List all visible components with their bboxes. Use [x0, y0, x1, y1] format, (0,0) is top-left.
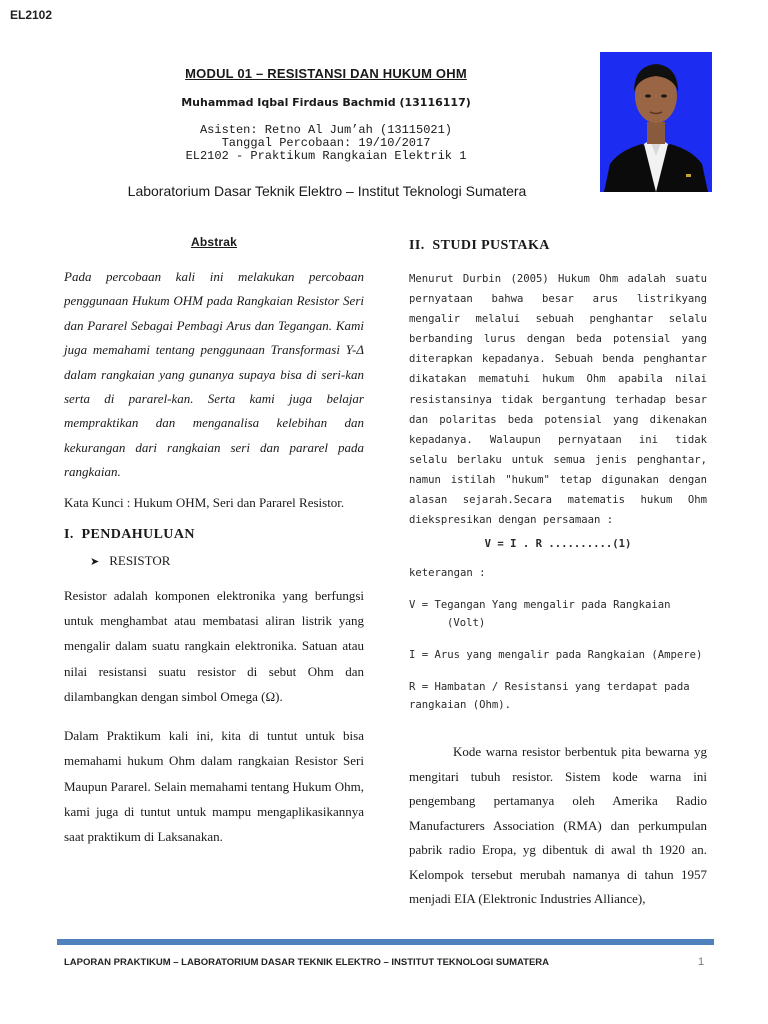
- left-column: [64, 232, 364, 850]
- report-meta: [90, 124, 562, 163]
- course-code: EL2102: [10, 8, 53, 22]
- footer-rule: [57, 939, 714, 945]
- bullet-item-resistor: [90, 553, 364, 569]
- abstract-heading: Abstrak: [190, 235, 238, 249]
- ohm-formula: V = I . R ..........(1): [484, 538, 632, 551]
- keywords: Kata Kunci : Hukum OHM, Seri dan Pararel Resistor.: [64, 494, 345, 510]
- author-name: Muhammad Iqbal Firdaus Bachmid (13116117): [181, 96, 471, 109]
- definition-resistance: R = Hambatan / Resistansi yang terdapat pada rangkaian (Ohm).: [409, 681, 690, 712]
- paragraph-resistor-definition: Resistor adalah komponen elektronika yang berfungsi untuk menghambat atau membatasi aliran listrik yang mengalir dalam suatu rangkain elektronika. Satuan atau nilai resistansi suatu resistor di sebut Ohm dan dilambangkan dengan simbol Omega (Ω).: [64, 587, 364, 704]
- paragraph-color-code: Kode warna resistor berbentuk pita bewarna yg mengitari tubuh resistor. Sistem kode warna ini pengembang pertamanya oleh Amerika Radio Manufacturers Association (RMA) dan perkumpulan pabrik radio Eropa, yg dibentuk di awal th 1920 an. Kelompok tersebut merubah namanya di tahun 1957 menjadi EIA (Elektronic Industries Alliance),: [409, 744, 707, 907]
- paragraph-praktikum-goal: Dalam Praktikum kali ini, kita di tuntut untuk bisa memahami hukum Ohm dalam rangkaian Resistor Seri Maupun Pararel. Selain memahami tentang Hukum Ohm, kami juga di tuntut untuk mampu mengaplikasikannya saat praktikum di Laksanakan.: [64, 728, 364, 845]
- section-heading-studi-pustaka: II. STUDI PUSTAKA: [409, 238, 550, 253]
- portrait-image: [600, 52, 712, 192]
- document-title: MODUL 01 – RESISTANSI DAN HUKUM OHM: [185, 66, 467, 81]
- right-column: [409, 232, 707, 912]
- abstract-text: Pada percobaan kali ini melakukan percobaan penggunaan Hukum OHM pada Rangkaian Resistor Seri dan Pararel Sebagai Pembagi Arus dan Tegangan. Kami juga memahami tentang penggunaan Transformasi Y-Δ dalam rangkaian yang gunanya supaya bisa di seri-kan serta di pararel-kan. Serta kami juga belajar mempraktikan dan menganalisa kelebihan dan kekurangan dari rangkaian seri dan pararel pada rangkaian.: [64, 269, 364, 480]
- author-photo: [600, 52, 712, 192]
- course-line: EL2102 - Praktikum Rangkaian Elektrik 1: [185, 149, 467, 163]
- experiment-date-line: Tanggal Percobaan: 19/10/2017: [221, 136, 431, 150]
- paragraph-ohm-law: Menurut Durbin (2005) Hukum Ohm adalah suatu pernyataan bahwa besar arus listrikyang mengalir melalui sebuah penghantar selalu berbanding lurus dengan beda potensial yang diterapkan kepadanya. Sebuah benda penghantar dikatakan mematuhi hukum Ohm apabila nilai resistansinya tidak bergantung terhadap besar dan polaritas beda potensial yang dikenakan kepadanya. Walaupun pernyataan ini tidak selalu berlaku untuk semua jenis penghantar, namun istilah "hukum" tetap digunakan dengan alasan sejarah.Secara matematis hukum Ohm diekspresikan dengan persamaan :: [409, 273, 707, 527]
- definition-voltage-text: V = Tegangan Yang mengalir pada Rangkaian: [409, 599, 671, 612]
- assistant-line: Asisten: Retno Al Jum’ah (13115021): [199, 123, 453, 137]
- bullet-label: RESISTOR: [109, 552, 171, 568]
- keterangan-label: keterangan :: [409, 567, 486, 580]
- definition-voltage: [409, 596, 707, 632]
- laboratory-name: Laboratorium Dasar Teknik Elektro – Institut Teknologi Sumatera: [127, 183, 527, 199]
- page-number: 1: [698, 956, 705, 968]
- definition-voltage-unit: (Volt): [447, 617, 486, 630]
- arrow-bullet-icon: ➤: [90, 554, 100, 568]
- section-heading-pendahuluan: I. PENDAHULUAN: [64, 526, 195, 542]
- definition-current: I = Arus yang mengalir pada Rangkaian (Ampere): [409, 649, 703, 662]
- footer-text: LAPORAN PRAKTIKUM – LABORATORIUM DASAR TEKNIK ELEKTRO – INSTITUT TEKNOLOGI SUMATERA: [64, 957, 550, 968]
